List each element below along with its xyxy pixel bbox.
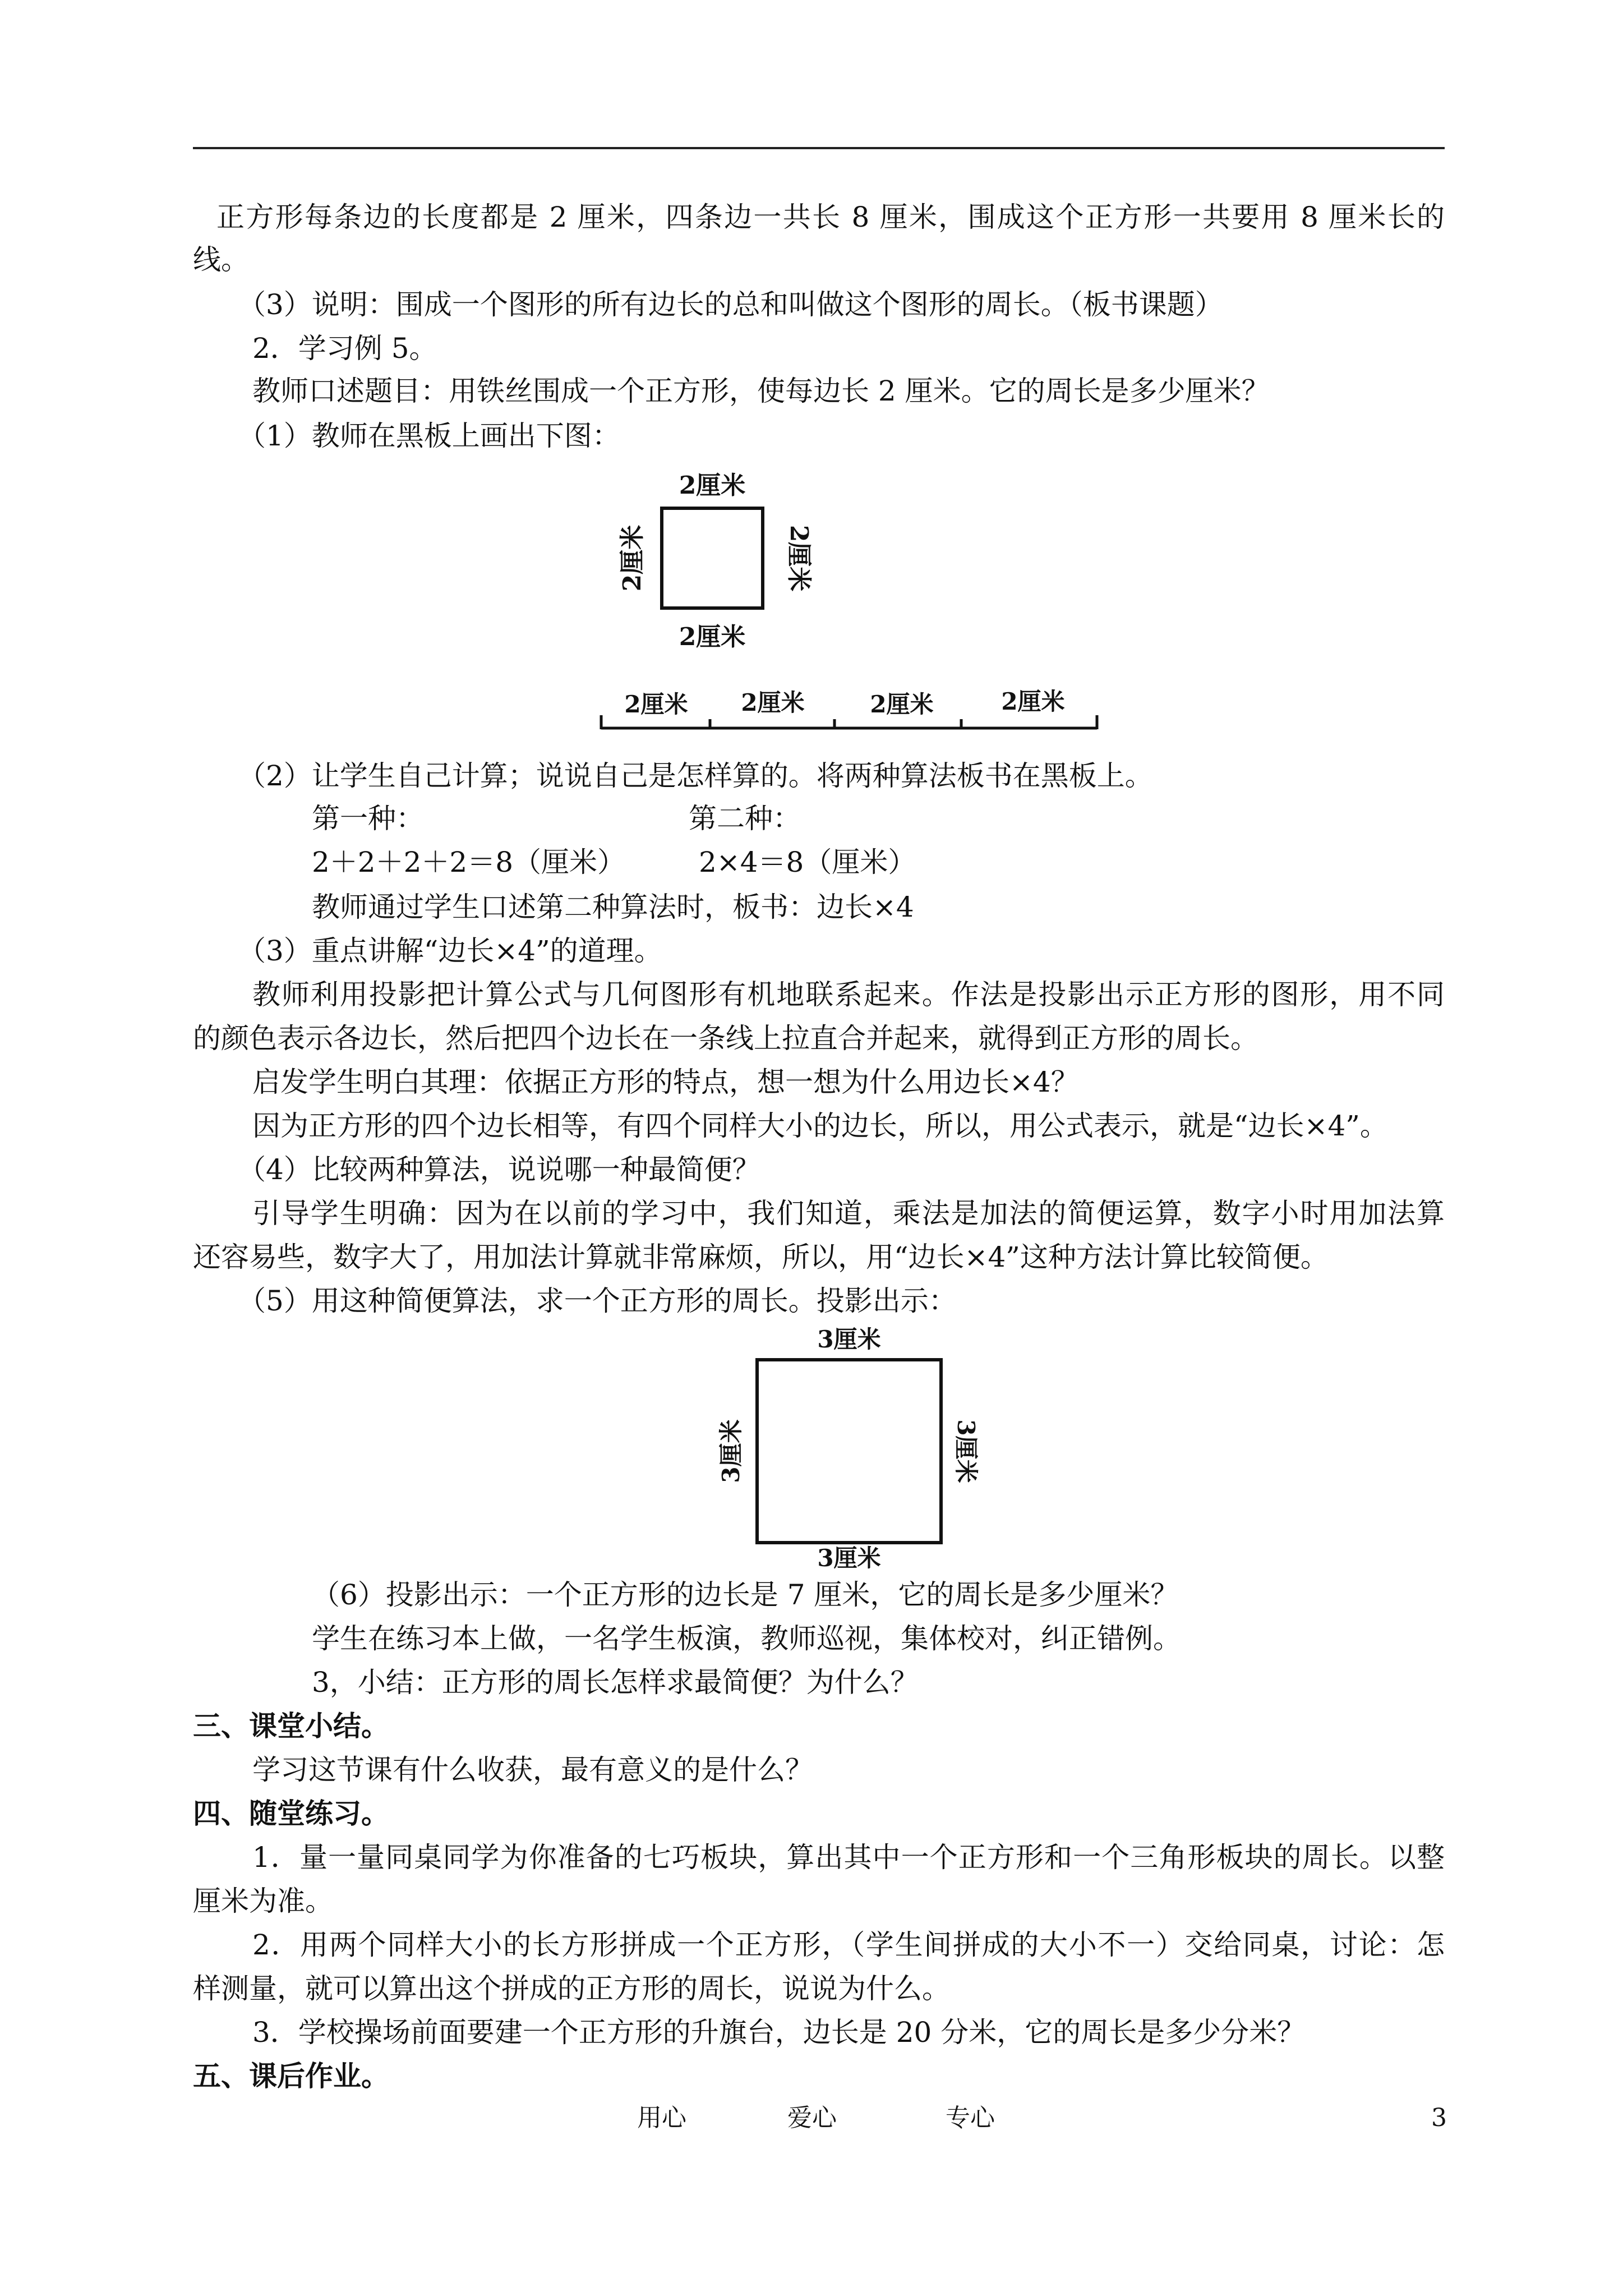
figure1-left-label: 2厘米 (618, 524, 647, 592)
method-2-title: 第二种： (689, 802, 801, 835)
paragraph: （1）教师在黑板上画出下图： (238, 420, 620, 452)
paragraph: 还容易些，数字大了，用加法计算就非常麻烦，所以，用“边长×4”这种方法计算比较简便。 (193, 1241, 1329, 1273)
footer-middle: 爱心 (787, 2104, 837, 2132)
figure2-top-label: 3厘米 (817, 1326, 881, 1353)
method-1-title: 第一种： (312, 802, 424, 835)
paragraph: 引导学生明确：因为在以前的学习中，我们知道，乘法是加法的简便运算，数字小时用加法算 (252, 1197, 1445, 1230)
paragraph: 线。 (193, 243, 249, 276)
paragraph: 1．量一量同桌同学为你准备的七巧板块，算出其中一个正方形和一个三角形板块的周长。以整 (252, 1841, 1445, 1874)
section-heading: 五、课后作业。 (193, 2059, 389, 2092)
paragraph: 的颜色表示各边长，然后把四个边长在一条线上拉直合并起来，就得到正方形的周长。 (193, 1022, 1258, 1055)
header-rule (193, 147, 1445, 149)
segment-label: 2厘米 (870, 691, 934, 718)
paragraph: 教师利用投影把计算公式与几何图形有机地联系起来。作法是投影出示正方形的图形，用不同 (252, 978, 1445, 1011)
footer-right: 专心 (946, 2104, 995, 2132)
paragraph: 学生在练习本上做，一名学生板演，教师巡视，集体校对，纠正错例。 (312, 1622, 1181, 1655)
paragraph: （6）投影出示：一个正方形的边长是 7 厘米，它的周长是多少厘米？ (312, 1579, 1179, 1611)
section-heading: 四、随堂练习。 (193, 1797, 389, 1830)
square-figure-2 (712, 1324, 993, 1571)
paragraph: （2）让学生自己计算；说说自己是怎样算的。将两种算法板书在黑板上。 (238, 760, 1153, 792)
paragraph: 因为正方形的四个边长相等，有四个同样大小的边长，所以，用公式表示，就是“边长×4”。 (252, 1110, 1388, 1142)
paragraph: （3）说明：围成一个图形的所有边长的总和叫做这个图形的周长。（板书课题） (238, 288, 1223, 321)
figure2-bottom-label: 3厘米 (817, 1544, 881, 1571)
segment-label: 2厘米 (1001, 688, 1065, 715)
figure2-right-label: 3厘米 (952, 1419, 980, 1483)
paragraph: （3）重点讲解“边长×4”的道理。 (238, 935, 662, 967)
paragraph: 学习这节课有什么收获，最有意义的是什么？ (252, 1754, 813, 1786)
figure1-bottom-label: 2厘米 (679, 623, 746, 651)
paragraph: 正方形每条边的长度都是 2 厘米，四条边一共长 8 厘米，围成这个正方形一共要用 8 厘米长的 (216, 201, 1445, 233)
method-2-expression: 2×4＝8（厘米） (699, 846, 916, 878)
figure2-left-label: 3厘米 (717, 1419, 745, 1483)
figure1-right-label: 2厘米 (785, 524, 813, 592)
paragraph: 教师口述题目：用铁丝围成一个正方形，使每边长 2 厘米。它的周长是多少厘米？ (252, 375, 1270, 407)
paragraph: 厘米为准。 (193, 1885, 333, 1917)
paragraph: 启发学生明白其理：依据正方形的特点，想一想为什么用边长×4？ (252, 1066, 1079, 1098)
paragraph: 样测量，就可以算出这个拼成的正方形的周长，说说为什么。 (193, 1972, 950, 2005)
method-1-expression: 2＋2＋2＋2＝8（厘米） (312, 846, 626, 878)
square-figure-1 (589, 460, 1138, 752)
paragraph: 教师通过学生口述第二种算法时，板书：边长×4 (312, 891, 914, 923)
paragraph: （5）用这种简便算法，求一个正方形的周长。投影出示： (238, 1285, 957, 1317)
figure1-top-label: 2厘米 (679, 471, 746, 500)
paragraph: 2．用两个同样大小的长方形拼成一个正方形，（学生间拼成的大小不一）交给同桌，讨论：怎 (252, 1929, 1445, 1961)
paragraph: （4）比较两种算法，说说哪一种最简便？ (238, 1153, 760, 1186)
footer-left: 用心 (637, 2104, 686, 2132)
square-shape (757, 1360, 941, 1543)
paragraph: 3．学校操场前面要建一个正方形的升旗台，边长是 20 分米，它的周长是多少分米？ (252, 2016, 1306, 2049)
segment-label: 2厘米 (624, 691, 688, 718)
paragraph: 3，小结：正方形的周长怎样求最简便？为什么？ (312, 1666, 919, 1699)
segment-label: 2厘米 (741, 689, 805, 716)
section-heading: 三、课堂小结。 (193, 1709, 389, 1742)
page-number: 3 (1431, 2104, 1447, 2132)
paragraph: 2．学习例 5。 (252, 332, 437, 365)
square-shape (662, 508, 763, 608)
